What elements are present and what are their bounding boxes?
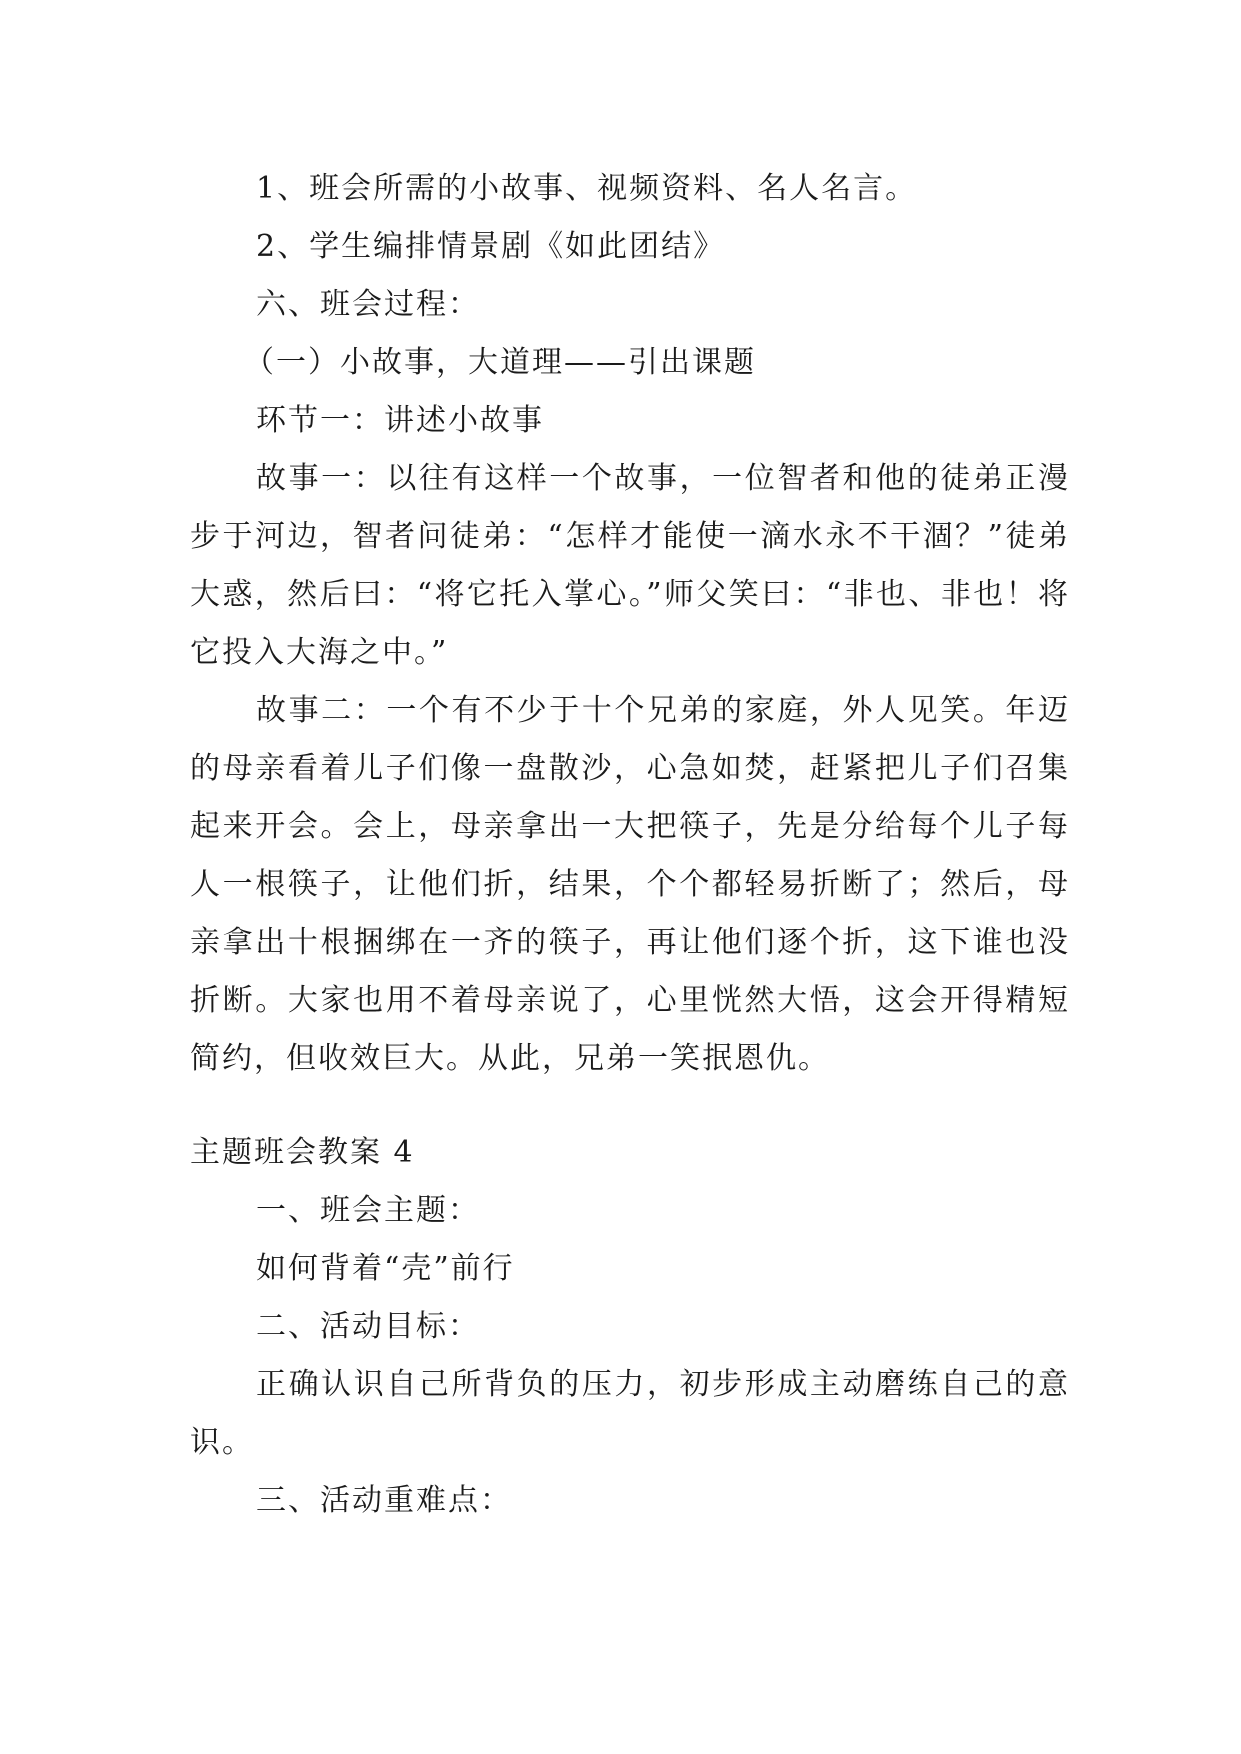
subsection-heading: （一）小故事，大道理——引出课题 — [244, 345, 756, 380]
process-heading: 六、班会过程： — [256, 287, 480, 322]
story-two-paragraph: 故事二：一个有不少于十个兄弟的家庭，外人见笑。年迈的母亲看着儿子们像一盘散沙，心急如焚，赶紧把儿子们召集起来开会。会上，母亲拿出一大把筷子，先是分给每个儿子每人一根筷子，让他们折，结果，个个都轻易折断了；然后，母亲拿出十根捆绑在一齐的筷子，再让他们逐个折，这下谁也没折断。大家也用不着母亲说了，心里恍然大悟，这会开得精短简约，但收效巨大。从此，兄弟一笑抿恩仇。 — [190, 693, 1070, 1076]
section-title: 主题班会教案 4 — [190, 1135, 415, 1170]
step-heading: 环节一：讲述小故事 — [256, 403, 544, 438]
document-page — [190, 160, 1070, 1530]
item-two-body: 正确认识自己所背负的压力，初步形成主动磨练自己的意识。 — [190, 1367, 1070, 1460]
prep-item-1: 1、班会所需的小故事、视频资料、名人名言。 — [256, 171, 918, 206]
story-one-paragraph: 故事一：以往有这样一个故事，一位智者和他的徒弟正漫步于河边，智者问徒弟：“怎样才能使一滴水永不干涸？”徒弟大惑，然后曰：“将它托入掌心。”师父笑曰：“非也、非也！将它投入大海之中。” — [190, 461, 1070, 670]
section-gap — [190, 1088, 1070, 1124]
item-three-title: 三、活动重难点： — [256, 1483, 512, 1518]
item-two-title: 二、活动目标： — [256, 1309, 480, 1344]
item-one-title: 一、班会主题： — [256, 1193, 480, 1228]
prep-item-2: 2、学生编排情景剧《如此团结》 — [256, 229, 726, 264]
item-one-body: 如何背着“壳”前行 — [256, 1251, 515, 1286]
